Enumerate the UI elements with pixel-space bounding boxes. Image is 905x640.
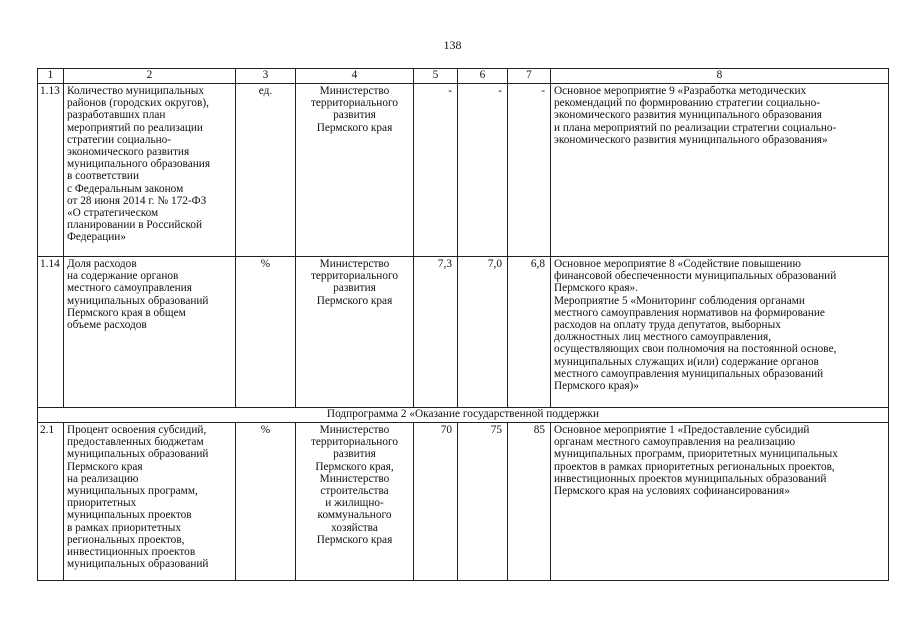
value-col5: - xyxy=(414,84,458,257)
measures: Основное мероприятие 8 «Содействие повышению финансовой обеспеченности муниципальных образований Пермского края». Мероприятие 5 «Мониторинг соблюдения органами местного самоуправления нормативов на формирование расходов на оплату труда депутатов, выборных должностных лиц местного самоуправления, осуществляющих свои полномочия на постоянной основе, муниципальных служащих и(или) содержание органов местного самоуправления муниципальных образований Пермского края)» xyxy=(551,257,889,408)
value-col6: - xyxy=(458,84,508,257)
measures: Основное мероприятие 9 «Разработка методических рекомендаций по формированию стратегии социально- экономического развития муниципального образования и плана мероприятий по реализации стратегии социально- экономического развития муниципального образования» xyxy=(551,84,889,257)
indicator-name: Доля расходов на содержание органов местного самоуправления муниципальных образований Пермского края в общем объеме расходов xyxy=(64,257,236,408)
unit: ед. xyxy=(236,84,296,257)
value-col5: 7,3 xyxy=(414,257,458,408)
row-number: 1.13 xyxy=(38,84,64,257)
indicator-name: Количество муниципальных районов (городских округов), разработавших план мероприятий по реализации стратегии социально- экономического развития муниципального образования в соответствии с Федеральным законом от 28 июня 2014 г. № 172-ФЗ «О стратегическом планировании в Российской Федерации» xyxy=(64,84,236,257)
page-number: 138 xyxy=(443,38,462,52)
indicator-name: Процент освоения субсидий, предоставленных бюджетам муниципальных образований Пермского края на реализацию муниципальных программ, приоритетных муниципальных проектов в рамках приоритетных региональных проектов, инвестиционных проектов муниципальных образований xyxy=(64,423,236,581)
header-cell: 2 xyxy=(64,69,236,84)
measures: Основное мероприятие 1 «Предоставление субсидий органам местного самоуправления на реализацию муниципальных программ, приоритетных муниципальных проектов в рамках приоритетных региональных проектов, инвестиционных проектов муниципальных образований Пермского края на условиях софинансирования» xyxy=(551,423,889,581)
row-number: 2.1 xyxy=(38,423,64,581)
table-row xyxy=(38,84,889,257)
header-cell: 1 xyxy=(38,69,64,84)
header-cell: 7 xyxy=(508,69,551,84)
table-row xyxy=(38,423,889,581)
executor: Министерство территориального развития Пермского края xyxy=(296,84,414,257)
executor: Министерство территориального развития Пермского края, Министерство строительства и жилищно- коммунального хозяйства Пермского края xyxy=(296,423,414,581)
unit: % xyxy=(236,423,296,581)
header-cell: 6 xyxy=(458,69,508,84)
subprogram-title: Подпрограмма 2 «Оказание государственной поддержки xyxy=(38,408,889,423)
executor: Министерство территориального развития Пермского края xyxy=(296,257,414,408)
header-cell: 4 xyxy=(296,69,414,84)
header-cell: 5 xyxy=(414,69,458,84)
value-col7: - xyxy=(508,84,551,257)
indicators-table xyxy=(37,68,889,581)
value-col7: 85 xyxy=(508,423,551,581)
value-col6: 7,0 xyxy=(458,257,508,408)
subprogram-row xyxy=(38,408,889,423)
table-row xyxy=(38,257,889,408)
row-number: 1.14 xyxy=(38,257,64,408)
header-cell: 3 xyxy=(236,69,296,84)
value-col7: 6,8 xyxy=(508,257,551,408)
unit: % xyxy=(236,257,296,408)
value-col6: 75 xyxy=(458,423,508,581)
header-cell: 8 xyxy=(551,69,889,84)
header-row xyxy=(38,69,889,84)
value-col5: 70 xyxy=(414,423,458,581)
